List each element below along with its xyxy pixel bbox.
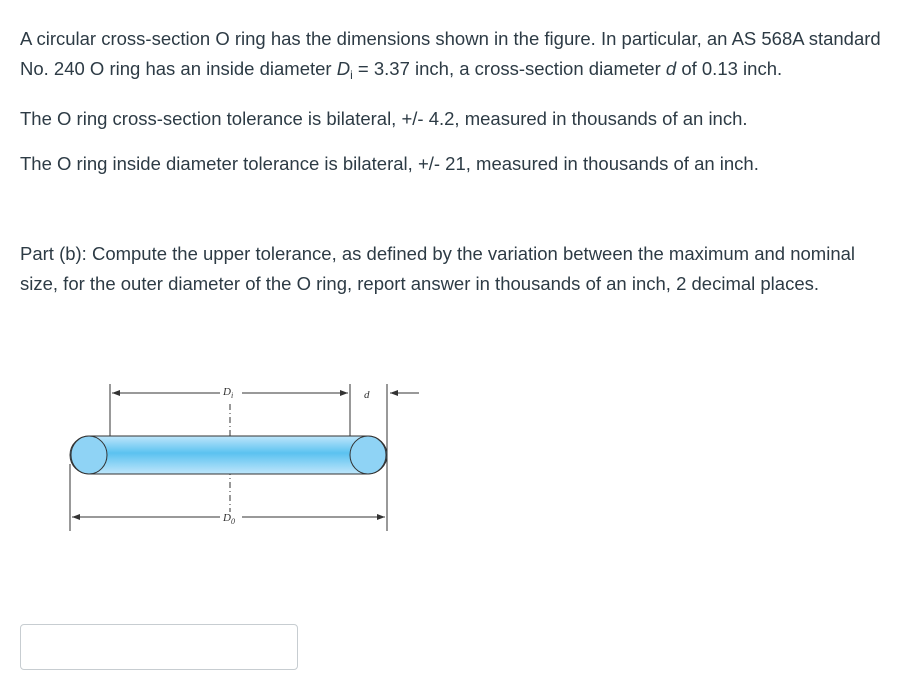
var-d: d bbox=[665, 58, 677, 79]
o-ring-left-cross-section bbox=[71, 436, 107, 474]
answer-input[interactable] bbox=[20, 624, 298, 670]
o-ring-right-cross-section bbox=[350, 436, 386, 474]
part-b-prompt: Part (b): Compute the upper tolerance, as defined by the variation between the maximum and nominal size, for the outer diameter of the O ring, report answer in thousands of an inch, 2 decimal places. bbox=[20, 243, 856, 294]
di-label: D bbox=[223, 386, 231, 398]
d-label: d bbox=[364, 389, 370, 401]
do-label: D bbox=[223, 512, 231, 524]
cross-section-tolerance-paragraph: The O ring cross-section tolerance is bilateral, +/- 4.2, measured in thousands of an inch. bbox=[20, 108, 748, 129]
intro-text-end: of 0.13 inch. bbox=[676, 58, 783, 79]
var-D: D bbox=[336, 58, 351, 79]
o-ring-figure bbox=[60, 376, 430, 536]
intro-text-mid: = 3.37 inch, a cross-section diameter bbox=[352, 58, 666, 79]
var-D-subscript: i bbox=[350, 68, 353, 82]
question-text bbox=[20, 24, 892, 299]
inside-diameter-tolerance-paragraph: The O ring inside diameter tolerance is bilateral, +/- 21, measured in thousands of an inch. bbox=[20, 153, 759, 174]
o-ring-body bbox=[70, 436, 387, 474]
question-intro-paragraph bbox=[20, 24, 892, 90]
intro-text-start: A circular cross-section O ring has the dimensions shown in the figure. In particular, an AS 568A standard No. 240 O ring has an inside diameter bbox=[20, 28, 881, 79]
do-label-subscript: 0 bbox=[231, 517, 235, 526]
di-label-subscript: i bbox=[231, 391, 234, 400]
